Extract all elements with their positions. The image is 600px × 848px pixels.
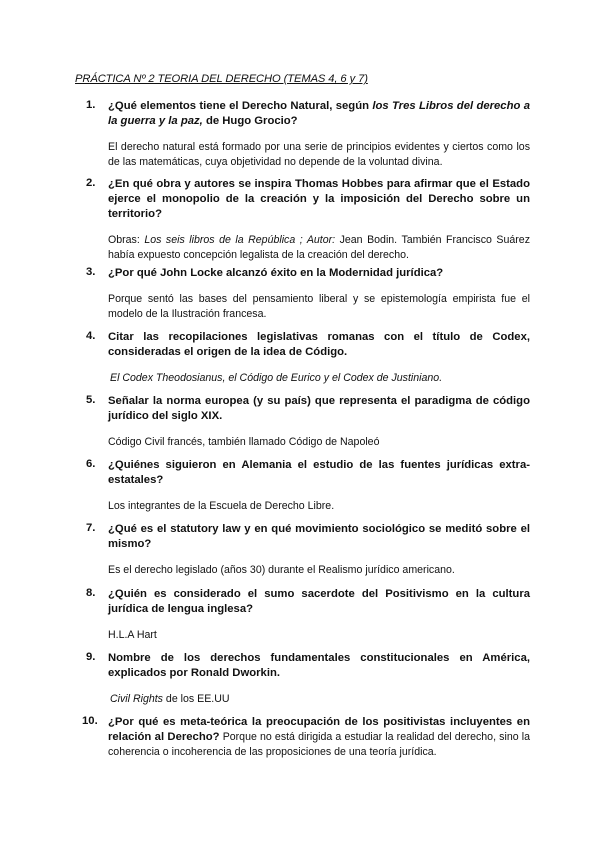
answer-text-part: Obras:: [108, 234, 145, 246]
question-text: ¿En qué obra y autores se inspira Thomas Hobbes para afirmar que el Estado ejerce el monopolio de la creación y la imposición del Derecho sobre un territorio?: [108, 178, 530, 220]
question-3: [86, 266, 530, 322]
question-1: [86, 99, 530, 170]
question-text: Citar las recopilaciones legislativas romanas con el título de Codex, consideradas el origen de la idea de Código.: [108, 331, 530, 358]
question-number: 3.: [86, 266, 96, 278]
question-text: Señalar la norma europea (y su país) que representa el paradigma de código jurídico del siglo XIX.: [108, 395, 530, 422]
question-number: 6.: [86, 458, 96, 470]
question-text: ¿Por qué John Locke alcanzó éxito en la Modernidad jurídica?: [108, 267, 444, 279]
answer-text-part: Jean Bodin. También Francisco Suárez había expuesto concepción legalista de la creación del derecho.: [108, 234, 530, 261]
question-number: 10.: [82, 715, 98, 727]
question-10: [82, 715, 530, 760]
question-number: 7.: [86, 522, 96, 534]
answer-text: Los integrantes de la Escuela de Derecho Libre.: [108, 500, 335, 512]
answer-text: El derecho natural está formado por una serie de principios evidentes y ciertos como los de las matemáticas, cuya objetividad no depende de la voluntad divina.: [108, 141, 530, 168]
question-text-part: ¿Por qué es meta-teórica la preocupación de los positivistas incluyentes en relación al Derecho?: [108, 716, 530, 743]
answer-text: El Codex Theodosianus, el Código de Eurico y el Codex de Justiniano.: [110, 372, 443, 384]
question-9: [86, 651, 530, 707]
question-8: [86, 587, 530, 643]
answer-text: [110, 692, 530, 707]
question-number: 5.: [86, 394, 96, 406]
question-text-part: ¿Qué elementos tiene el Derecho Natural, según: [108, 100, 373, 112]
answer-term: Civil Rights: [110, 693, 163, 705]
question-number: 9.: [86, 651, 96, 663]
answer-text-part: de los EE.UU: [162, 693, 230, 705]
question-number: 8.: [86, 587, 96, 599]
question-text: [108, 715, 530, 760]
book-title: los Tres Libros del derecho a la guerra y la paz,: [108, 100, 530, 127]
question-text: ¿Quiénes siguieron en Alemania el estudio de las fuentes jurídicas extra-estatales?: [108, 459, 530, 486]
answer-text: Es el derecho legislado (años 30) durante el Realismo jurídico americano.: [108, 564, 455, 576]
page-title: PRÁCTICA Nº 2 TEORIA DEL DERECHO (TEMAS 4, 6 y 7): [75, 73, 368, 85]
question-number: 1.: [86, 99, 96, 111]
answer-text: Código Civil francés, también llamado Código de Napoleó: [108, 436, 380, 448]
question-7: [86, 522, 530, 578]
question-text: Nombre de los derechos fundamentales constitucionales en América, explicados por Ronald Dworkin.: [108, 652, 530, 679]
question-5: [86, 394, 530, 450]
question-2: [86, 177, 530, 263]
question-6: [86, 458, 530, 514]
question-text-part: de Hugo Grocio?: [202, 115, 298, 127]
question-4: [86, 330, 530, 386]
question-number: 2.: [86, 177, 96, 189]
answer-text: H.L.A Hart: [108, 629, 157, 641]
book-title: Los seis libros de la República ; Autor:: [144, 234, 336, 246]
answer-text: Porque sentó las bases del pensamiento liberal y se epistemología empirista fue el modelo de la Ilustración francesa.: [108, 293, 530, 320]
question-text: ¿Quién es considerado el sumo sacerdote del Positivismo en la cultura jurídica de lengua inglesa?: [108, 588, 530, 615]
question-number: 4.: [86, 330, 96, 342]
question-text: [108, 99, 530, 129]
answer-text: Porque no está dirigida a estudiar la realidad del derecho, sino la coherencia o incoherencia de las proposiciones de una teoría jurídica.: [108, 731, 530, 758]
question-text: ¿Qué es el statutory law y en qué movimiento sociológico se meditó sobre el mismo?: [108, 523, 530, 550]
answer-text: [108, 233, 530, 263]
